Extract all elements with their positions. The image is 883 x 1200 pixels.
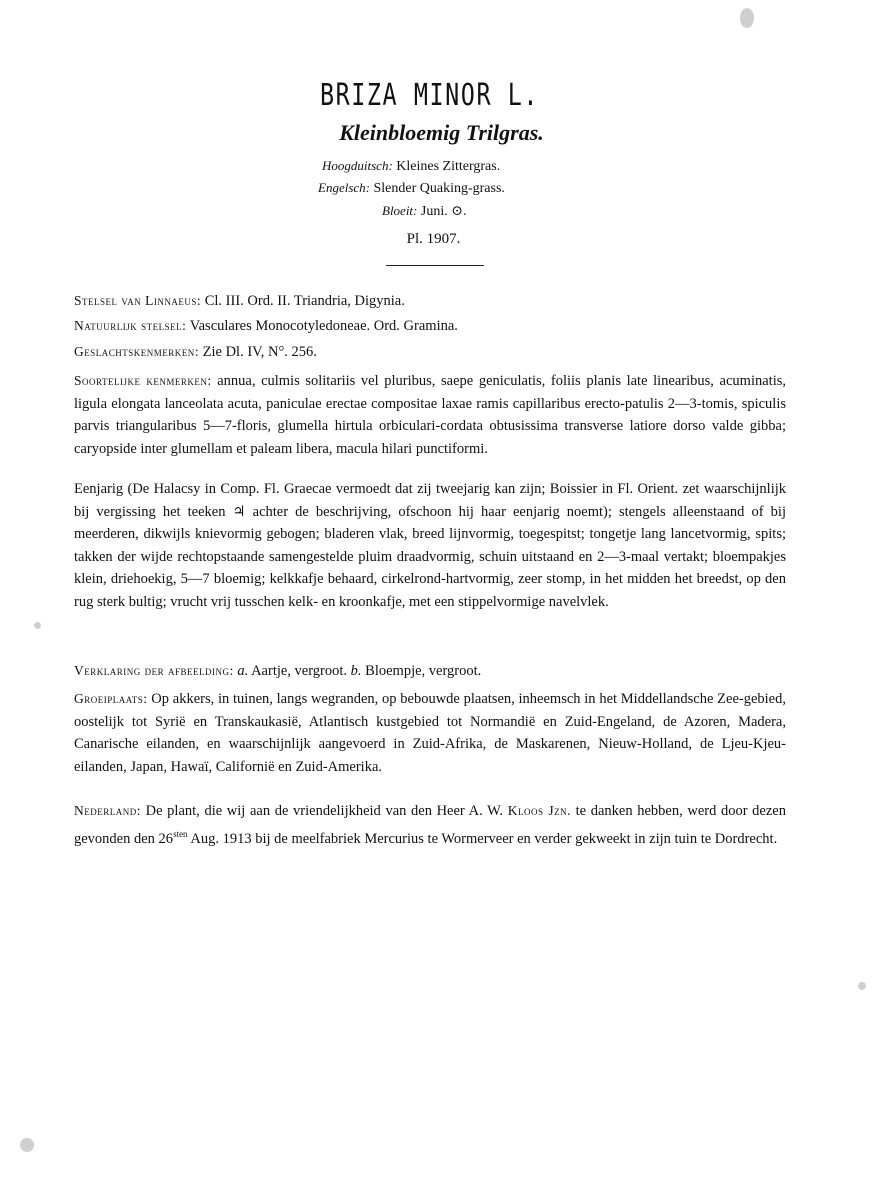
species-characters: [74, 370, 786, 460]
bloom-label: Bloeit:: [382, 203, 418, 218]
habitat-paragraph: [74, 688, 786, 778]
figure-explanation: [74, 660, 786, 683]
collector-name: Kloos Jzn.: [507, 803, 571, 818]
explanation-a-marker: a.: [237, 663, 249, 679]
english-name-line: [318, 180, 618, 197]
netherlands-text-3: Aug. 1913 bij de meelfabriek Mercurius te Wormerveer en verder gekweekt in zijn tuin te Dordrecht.: [190, 830, 778, 847]
scan-speck: [858, 982, 866, 990]
bloom-line: [382, 203, 682, 220]
habitat-text: Op akkers, in tuinen, langs wegranden, op bebouwde plaatsen, inheemsch in het Middellandsche Zee-gebied, oostelijk tot Syrië en Transkaukasië, Atlantisch kustgebied tot Normandië en Zuid-Engeland, de Azoren, Madera, Canarische eilanden, en waarschijnlijk aangevoerd in Zuid-Afrika, de Maskarenen, Nieuw-Holland, de Ljeu-Kjeu-eilanden, Japan, Hawaï, Californië en Zuid-Amerika.: [74, 691, 786, 775]
english-name: Slender Quaking-grass.: [373, 181, 505, 196]
scan-speck: [740, 8, 754, 28]
title-divider: [386, 265, 484, 266]
explanation-a-text: Aartje, vergroot.: [251, 663, 348, 679]
explanation-b-marker: b.: [350, 663, 362, 679]
natural-label: Natuurlijk stelsel:: [74, 318, 187, 333]
german-name: Kleines Zittergras.: [396, 159, 501, 174]
common-name: Kleinbloemig Trilgras.: [339, 120, 544, 145]
explanation-b-text: Bloempje, vergroot.: [365, 663, 482, 679]
species-text: annua, culmis solitariis vel pluribus, saepe geniculatis, foliis planis late linearibus, acuminatis, ligula elongata lanceolata acuta, paniculae erectae compositae laxae ramis capillaribus erecto-patulis 2—3-tomis, spiculis parvis triangularibus 5—7-floris, glumella hirtula orbiculari-cordata obtusissima transverse latiore dorso valde gibba; caryopside inter glumellam et paleam libera, macula hilari punctiformi.: [74, 373, 786, 457]
species-label: Soortelijke kenmerken:: [74, 373, 212, 388]
english-label: Engelsch:: [318, 180, 370, 195]
german-label: Hoogduitsch:: [322, 158, 393, 173]
scan-speck: [20, 1138, 34, 1152]
german-name-line: [322, 158, 622, 175]
genus-text: Zie Dl. IV, N°. 256.: [202, 344, 317, 360]
genus-label: Geslachtskenmerken:: [74, 344, 200, 359]
explanation-label: Verklaring der afbeelding:: [74, 663, 234, 678]
netherlands-label: Nederland:: [74, 803, 141, 818]
netherlands-text-1: De plant, die wij aan de vriendelijkheid van den Heer A. W.: [145, 803, 504, 819]
linnaeus-label: Stelsel van Linnaeus:: [74, 293, 202, 308]
plate-number: Pl. 1907.: [406, 231, 461, 247]
page-title: BRIZA MINOR L.: [319, 78, 540, 113]
bloom-value: Juni. ⊙.: [420, 204, 467, 219]
description-paragraph: Eenjarig (De Halacsy in Comp. Fl. Graecae vermoedt dat zij tweejarig kan zijn; Boissier in Fl. Orient. zet waarschijnlijk bij vergissing het teeken ♃ achter de beschrijving, ofschoon hij haar eenjarig noemt); stengels alleenstaand of bij meerderen, dikwijls knievormig gebogen; bladeren vlak, breed lijnvormig, toegespitst; tongetje lang lancetvormig, spits; takken der wijde rechtopstaande samengestelde pluim draadvormig, schuin uitstaand en 2—3-maal vertakt; bloempakjes klein, driehoekig, 5—7 bloemig; kelkkafje behaard, cirkelrond-hartvormig, zeer stomp, in het midden het breedst, op den rug sterk bultig; vrucht vrij tusschen kelk- en kroonkafje, met een stippelvormige navelvlek.: [74, 481, 786, 610]
netherlands-paragraph: [74, 800, 786, 850]
genus-characters: [74, 341, 786, 364]
scan-speck: [34, 622, 41, 629]
natural-system: [74, 315, 786, 338]
date-superscript: sten: [173, 828, 188, 839]
linnaeus-system: [74, 290, 786, 313]
netherlands-text-2: te danken hebben, werd door dezen gevonden den 26: [74, 803, 786, 847]
habitat-label: Groeiplaats:: [74, 691, 148, 706]
natural-text: Vasculares Monocotyledoneae. Ord. Gramina.: [189, 318, 458, 334]
linnaeus-text: Cl. III. Ord. II. Triandria, Digynia.: [204, 293, 405, 309]
